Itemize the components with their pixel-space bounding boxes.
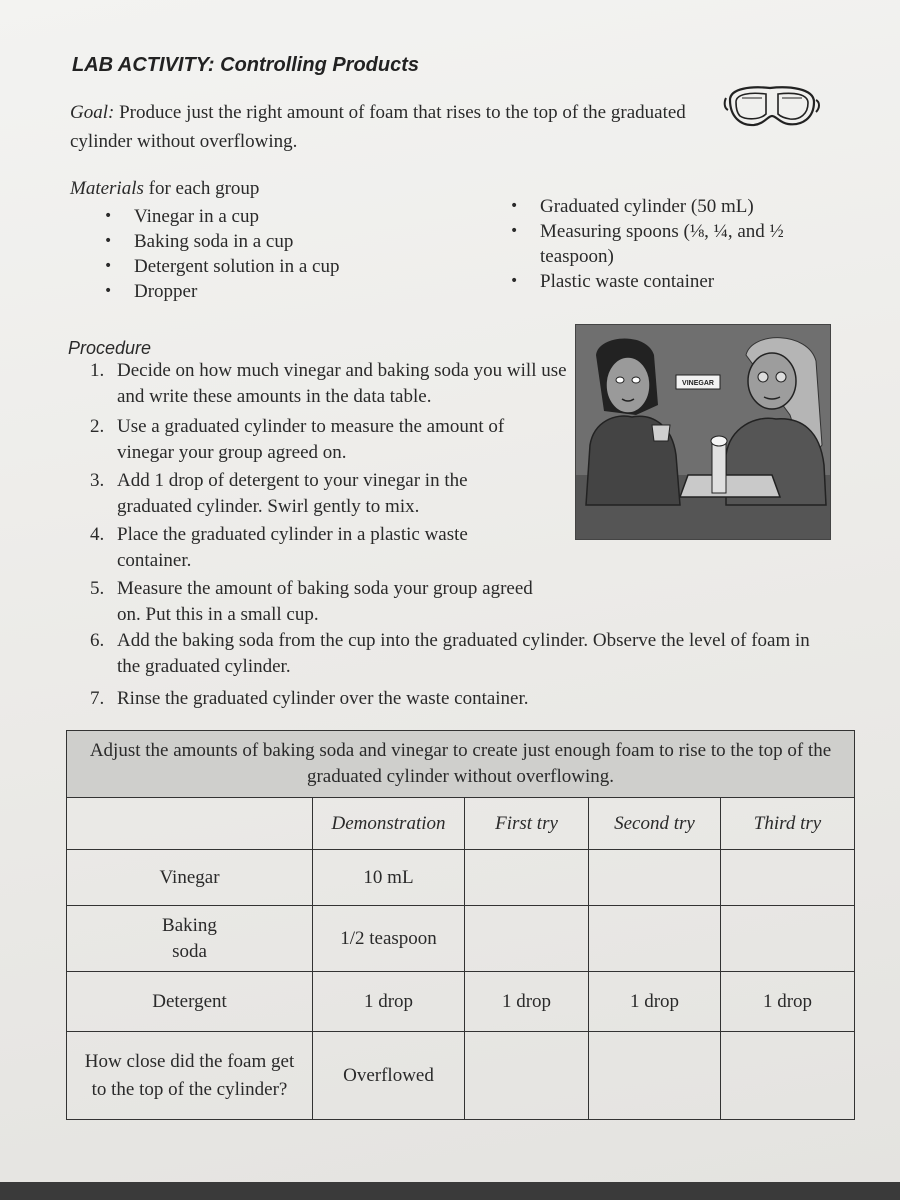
list-item: • Plastic waste container xyxy=(510,269,820,294)
table-cell[interactable] xyxy=(465,906,589,972)
materials-label: Materials xyxy=(70,178,144,199)
table-cell[interactable] xyxy=(721,1032,855,1120)
table-cell[interactable] xyxy=(589,906,721,972)
list-item: • Graduated cylinder (50 mL) xyxy=(510,194,820,219)
students-experiment-illustration xyxy=(575,324,831,540)
row-label: How close did the foam get to the top of the cylinder? xyxy=(67,1032,313,1120)
table-cell: 1 drop xyxy=(313,972,465,1032)
procedure-step: 5. Measure the amount of baking soda your group agreed on. Put this in a small cup. xyxy=(90,578,533,625)
table-header: Third try xyxy=(721,798,855,850)
table-header xyxy=(67,798,313,850)
procedure-step: 2. Use a graduated cylinder to measure the amount of vinegar your group agreed on. xyxy=(90,416,505,463)
table-cell: Overflowed xyxy=(313,1032,465,1120)
procedure-step: 6. Add the baking soda from the cup into the graduated cylinder. Observe the level of foam in the graduated cylinder. xyxy=(90,630,810,677)
materials-heading xyxy=(70,178,259,200)
data-table xyxy=(66,730,855,1120)
table-row xyxy=(67,906,855,972)
table-cell[interactable] xyxy=(721,850,855,906)
row-label: Detergent xyxy=(67,972,313,1032)
table-cell: 1 drop xyxy=(589,972,721,1032)
table-cell[interactable] xyxy=(465,850,589,906)
table-row xyxy=(67,850,855,906)
table-row xyxy=(67,972,855,1032)
table-caption-row xyxy=(67,731,855,798)
table-header: Demonstration xyxy=(313,798,465,850)
procedure-step: 4. Place the graduated cylinder in a plastic waste container. xyxy=(90,524,468,571)
procedure-heading: Procedure xyxy=(68,338,152,358)
table-header-row xyxy=(67,798,855,850)
list-item: • Vinegar in a cup xyxy=(104,204,339,229)
list-item: • Dropper xyxy=(104,279,339,304)
table-header: Second try xyxy=(589,798,721,850)
table-cell: 1 drop xyxy=(465,972,589,1032)
procedure-step: 7. Rinse the graduated cylinder over the waste container. xyxy=(90,688,529,709)
vinegar-label: VINEGAR xyxy=(682,380,714,387)
safety-goggles-icon xyxy=(722,78,822,136)
table-caption: Adjust the amounts of baking soda and vinegar to create just enough foam to rise to the top of the graduated cylinder without overflowing. xyxy=(67,731,855,798)
table-cell[interactable] xyxy=(721,906,855,972)
list-item: • Measuring spoons (⅛, ¼, and ½ teaspoon) xyxy=(510,219,820,269)
table-cell: 10 mL xyxy=(313,850,465,906)
materials-list-left xyxy=(104,204,339,304)
materials-list-right xyxy=(510,194,820,294)
table-row xyxy=(67,1032,855,1120)
table-cell[interactable] xyxy=(589,1032,721,1120)
goal-label: Goal: xyxy=(70,102,115,123)
row-label: Vinegar xyxy=(67,850,313,906)
row-label: Baking soda xyxy=(67,906,313,972)
table-cell: 1 drop xyxy=(721,972,855,1032)
list-item: • Detergent solution in a cup xyxy=(104,254,339,279)
goal-paragraph xyxy=(70,98,710,156)
table-header: First try xyxy=(465,798,589,850)
page-title: LAB ACTIVITY: Controlling Products xyxy=(72,54,420,76)
goal-text: Produce just the right amount of foam that rises to the top of the graduated cylinder without overflowing. xyxy=(70,102,686,152)
procedure-step: 3. Add 1 drop of detergent to your vinegar in the graduated cylinder. Swirl gently to mix. xyxy=(90,470,468,517)
materials-suffix: for each group xyxy=(143,178,260,199)
procedure-step: 1. Decide on how much vinegar and baking soda you will use and write these amounts in the data table. xyxy=(90,360,567,407)
table-cell: 1/2 teaspoon xyxy=(313,906,465,972)
table-cell[interactable] xyxy=(465,1032,589,1120)
list-item: • Baking soda in a cup xyxy=(104,229,339,254)
table-cell[interactable] xyxy=(589,850,721,906)
